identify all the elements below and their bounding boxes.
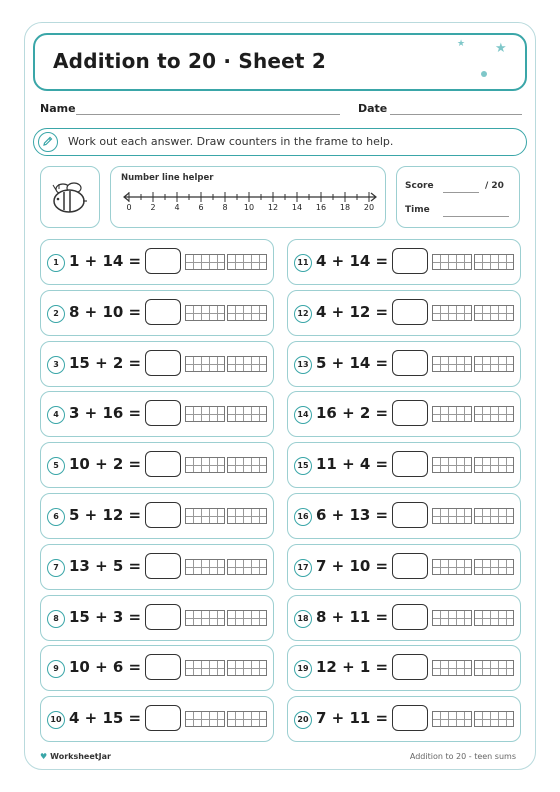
problem-card <box>40 442 274 488</box>
instructions-bar <box>33 128 527 156</box>
problem-card <box>40 290 274 336</box>
name-label: Name <box>40 102 76 115</box>
ten-frame[interactable] <box>227 660 267 676</box>
equation: 11 + 4 = <box>316 455 389 474</box>
answer-box[interactable] <box>392 502 428 528</box>
star-icon: ★ <box>495 41 507 56</box>
ten-frame[interactable] <box>474 356 514 372</box>
star-icon: ★ <box>457 39 466 49</box>
mascot-panel <box>40 166 100 228</box>
problem-card <box>40 544 274 590</box>
ten-frame[interactable] <box>185 254 225 270</box>
answer-box[interactable] <box>392 400 428 426</box>
ten-frame[interactable] <box>227 406 267 422</box>
ten-frame[interactable] <box>185 711 225 727</box>
problem-card <box>287 493 521 539</box>
problem-card <box>40 391 274 437</box>
equation: 8 + 10 = <box>69 302 142 321</box>
equation: 15 + 3 = <box>69 607 142 626</box>
equation: 1 + 14 = <box>69 252 142 270</box>
answer-box[interactable] <box>392 553 428 579</box>
answer-box[interactable] <box>145 248 181 274</box>
ten-frame[interactable] <box>432 711 472 727</box>
problem-card <box>287 696 521 742</box>
problem-card <box>287 645 521 691</box>
bee-icon <box>41 167 99 227</box>
ten-frame[interactable] <box>227 559 267 575</box>
answer-box[interactable] <box>145 705 181 731</box>
answer-box[interactable] <box>392 705 428 731</box>
problem-number: 17 <box>294 559 312 577</box>
problem-number: 6 <box>47 508 65 526</box>
ten-frame[interactable] <box>432 254 472 270</box>
equation: 16 + 2 = <box>316 404 389 423</box>
time-label: Time <box>405 205 430 215</box>
answer-box[interactable] <box>145 400 181 426</box>
ten-frame[interactable] <box>185 305 225 321</box>
equation: 3 + 16 = <box>69 404 142 423</box>
heart-icon: ♥ <box>40 752 48 761</box>
equation: 7 + 11 = <box>316 709 389 728</box>
problem-number: 18 <box>294 610 312 628</box>
ten-frame[interactable] <box>432 559 472 575</box>
answer-box[interactable] <box>392 451 428 477</box>
problem-number: 19 <box>294 660 312 678</box>
pencil-icon <box>38 132 58 152</box>
ten-frame[interactable] <box>432 660 472 676</box>
ten-frame[interactable] <box>227 508 267 524</box>
answer-box[interactable] <box>145 299 181 325</box>
problem-number: 14 <box>294 406 312 424</box>
ten-frame[interactable] <box>432 508 472 524</box>
number-line-label: 10 <box>243 203 255 212</box>
problem-card <box>40 493 274 539</box>
ten-frame[interactable] <box>432 610 472 626</box>
ten-frame[interactable] <box>474 559 514 575</box>
score-total: / 20 <box>485 181 504 191</box>
ten-frame[interactable] <box>227 610 267 626</box>
time-field[interactable] <box>443 216 509 217</box>
number-line-label: 20 <box>363 203 375 212</box>
problem-number: 4 <box>47 406 65 424</box>
problem-card <box>40 696 274 742</box>
problem-number: 16 <box>294 508 312 526</box>
problem-number: 9 <box>47 660 65 678</box>
problem-number: 8 <box>47 610 65 628</box>
ten-frame[interactable] <box>227 254 267 270</box>
problem-number: 10 <box>47 711 65 729</box>
header-banner <box>33 33 527 91</box>
answer-box[interactable] <box>145 553 181 579</box>
number-line-label: 2 <box>150 203 156 212</box>
ten-frame[interactable] <box>474 305 514 321</box>
equation: 5 + 12 = <box>69 506 142 524</box>
problem-card <box>40 595 274 641</box>
problem-number: 1 <box>47 254 65 272</box>
problem-card <box>40 239 274 285</box>
equation: 5 + 14 = <box>316 353 389 372</box>
answer-box[interactable] <box>145 604 181 630</box>
answer-box[interactable] <box>392 299 428 325</box>
problem-card <box>40 341 274 387</box>
footer-brand-text: WorksheetJar <box>50 752 111 761</box>
answer-box[interactable] <box>392 350 428 376</box>
equation: 6 + 13 = <box>316 506 389 524</box>
problem-number: 11 <box>294 254 312 272</box>
problem-card <box>287 391 521 437</box>
ten-frame[interactable] <box>474 508 514 524</box>
number-line-label: 8 <box>222 203 228 212</box>
answer-box[interactable] <box>392 654 428 680</box>
ten-frame[interactable] <box>432 305 472 321</box>
ten-frame[interactable] <box>432 457 472 473</box>
number-line-label: 0 <box>126 203 132 212</box>
equation: 7 + 10 = <box>316 556 389 575</box>
ten-frame[interactable] <box>227 305 267 321</box>
equation: 8 + 11 = <box>316 607 389 626</box>
number-line-label: 6 <box>198 203 204 212</box>
number-line-label: 18 <box>339 203 351 212</box>
problem-number: 3 <box>47 356 65 374</box>
ten-frame[interactable] <box>432 356 472 372</box>
problem-number: 5 <box>47 457 65 475</box>
ten-frame[interactable] <box>474 610 514 626</box>
answer-box[interactable] <box>145 451 181 477</box>
date-field[interactable] <box>390 114 522 115</box>
dot-decoration <box>481 71 487 77</box>
answer-box[interactable] <box>392 604 428 630</box>
equation: 4 + 14 = <box>316 252 389 270</box>
date-label: Date <box>358 102 388 115</box>
problem-card <box>287 442 521 488</box>
footer-brand <box>40 752 111 761</box>
problem-card <box>40 645 274 691</box>
equation: 10 + 2 = <box>69 455 142 474</box>
problem-number: 13 <box>294 356 312 374</box>
number-line-label: 14 <box>291 203 303 212</box>
equation: 12 + 1 = <box>316 658 389 677</box>
name-field[interactable] <box>76 114 340 115</box>
equation: 10 + 6 = <box>69 658 142 677</box>
score-panel <box>396 166 520 228</box>
answer-box[interactable] <box>392 248 428 274</box>
ten-frame[interactable] <box>185 406 225 422</box>
ten-frame[interactable] <box>474 660 514 676</box>
problem-number: 2 <box>47 305 65 323</box>
problem-card <box>287 239 521 285</box>
score-label: Score <box>405 181 434 191</box>
equation: 4 + 15 = <box>69 709 142 728</box>
ten-frame[interactable] <box>185 356 225 372</box>
problem-card <box>287 544 521 590</box>
problem-number: 12 <box>294 305 312 323</box>
number-line-label: 4 <box>174 203 180 212</box>
ten-frame[interactable] <box>227 711 267 727</box>
answer-box[interactable] <box>145 350 181 376</box>
number-line-panel <box>110 166 386 228</box>
ten-frame[interactable] <box>185 660 225 676</box>
page-title: Addition to 20 · Sheet 2 <box>53 49 326 73</box>
problem-card <box>287 341 521 387</box>
ten-frame[interactable] <box>474 457 514 473</box>
number-line-title: Number line helper <box>121 173 214 183</box>
number-line-label: 12 <box>267 203 279 212</box>
ten-frame[interactable] <box>185 508 225 524</box>
ten-frame[interactable] <box>185 457 225 473</box>
ten-frame[interactable] <box>185 610 225 626</box>
answer-box[interactable] <box>145 502 181 528</box>
score-field[interactable] <box>443 192 479 193</box>
ten-frame[interactable] <box>474 406 514 422</box>
number-line-label: 16 <box>315 203 327 212</box>
problem-number: 7 <box>47 559 65 577</box>
equation: 4 + 12 = <box>316 302 389 321</box>
footer-caption: Addition to 20 - teen sums <box>409 752 516 761</box>
ten-frame[interactable] <box>474 254 514 270</box>
answer-box[interactable] <box>145 654 181 680</box>
equation: 15 + 2 = <box>69 353 142 372</box>
problem-number: 15 <box>294 457 312 475</box>
problem-card <box>287 290 521 336</box>
number-line <box>111 167 387 229</box>
problem-card <box>287 595 521 641</box>
ten-frame[interactable] <box>185 559 225 575</box>
equation: 13 + 5 = <box>69 556 142 575</box>
ten-frame[interactable] <box>227 356 267 372</box>
instructions-text: Work out each answer. Draw counters in the frame to help. <box>68 135 394 148</box>
ten-frame[interactable] <box>474 711 514 727</box>
ten-frame[interactable] <box>432 406 472 422</box>
problem-number: 20 <box>294 711 312 729</box>
ten-frame[interactable] <box>227 457 267 473</box>
